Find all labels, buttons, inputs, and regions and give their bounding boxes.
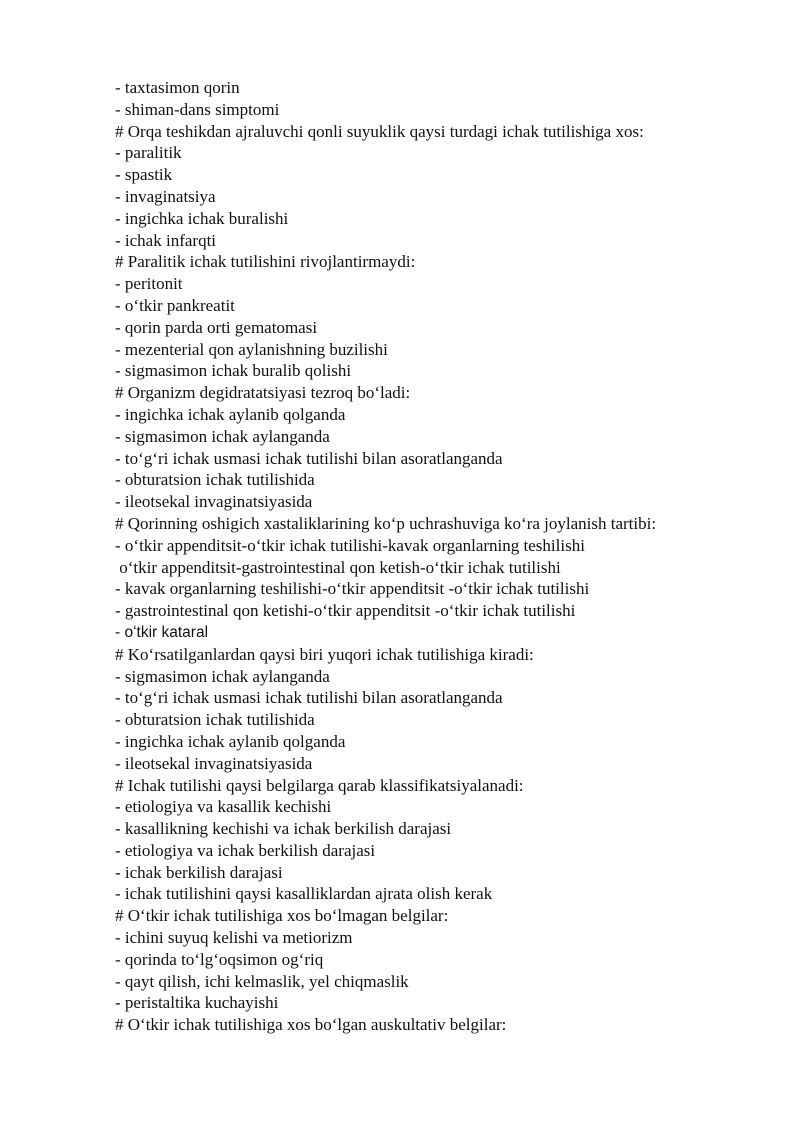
answer-option: - shiman-dans simptomi <box>115 99 280 119</box>
answer-option: - kavak organlarning teshilishi-o‘tkir appenditsit -o‘tkir ichak tutilishi <box>115 579 590 599</box>
question-line: # O‘tkir ichak tutilishiga xos bo‘lgan auskultativ belgilar: <box>115 1015 507 1035</box>
answer-option: - obturatsion ichak tutilishida <box>115 710 315 730</box>
answer-option: - etiologiya va ichak berkilish darajasi <box>115 840 376 860</box>
answer-option: - sigmasimon ichak buralib qolishi <box>115 361 352 381</box>
answer-option: - qorinda to‘lg‘oqsimon og‘riq <box>115 949 324 969</box>
answer-option: - qorin parda orti gematomasi <box>115 317 318 337</box>
answer-option: - ingichka ichak buralishi <box>115 208 289 228</box>
answer-option: - mezenterial qon aylanishning buzilishi <box>115 339 388 359</box>
answer-option: - qayt qilish, ichi kelmaslik, yel chiqmaslik <box>115 971 409 991</box>
answer-option: - peristaltika kuchayishi <box>115 993 279 1013</box>
question-line: # Organizm degidratatsiyasi tezroq bo‘ladi: <box>115 383 411 403</box>
answer-option: - oʻtkir kataral <box>115 623 209 641</box>
answer-option: - ichak tutilishini qaysi kasalliklardan ajrata olish kerak <box>115 884 493 904</box>
question-line: # Ichak tutilishi qaysi belgilarga qarab klassifikatsiyalanadi: <box>115 775 524 795</box>
answer-option: - gastrointestinal qon ketishi-o‘tkir appenditsit -o‘tkir ichak tutilishi <box>115 601 576 621</box>
answer-option: o‘tkir appenditsit-gastrointestinal qon ketish-o‘tkir ichak tutilishi <box>115 557 561 577</box>
answer-option: - kasallikning kechishi va ichak berkilish darajasi <box>115 819 452 839</box>
test-content <box>115 77 765 1036</box>
question-line: # Orqa teshikdan ajraluvchi qonli suyuklik qaysi turdagi ichak tutilishiga xos: <box>115 121 644 141</box>
answer-option: - o‘tkir appenditsit-o‘tkir ichak tutilishi-kavak organlarning teshilishi <box>115 535 585 555</box>
answer-option: - ileotsekal invaginatsiyasida <box>115 753 313 773</box>
answer-option: - etiologiya va kasallik kechishi <box>115 797 332 817</box>
answer-option: - peritonit <box>115 274 183 294</box>
answer-option: - ileotsekal invaginatsiyasida <box>115 492 313 512</box>
answer-option: - ingichka ichak aylanib qolganda <box>115 731 346 751</box>
answer-option: - to‘g‘ri ichak usmasi ichak tutilishi bilan asoratlanganda <box>115 688 503 708</box>
question-line: # Paralitik ichak tutilishini rivojlantirmaydi: <box>115 252 416 272</box>
answer-option: - ichini suyuq kelishi va metiorizm <box>115 928 353 948</box>
answer-option: - o‘tkir pankreatit <box>115 295 235 315</box>
answer-option: - spastik <box>115 165 173 185</box>
answer-option: - sigmasimon ichak aylanganda <box>115 666 330 686</box>
answer-option: - ichak infarqti <box>115 230 217 250</box>
answer-option: - taxtasimon qorin <box>115 78 240 97</box>
answer-option: - invaginatsiya <box>115 186 216 206</box>
answer-option: - to‘g‘ri ichak usmasi ichak tutilishi bilan asoratlanganda <box>115 448 503 468</box>
question-line: # Ko‘rsatilganlardan qaysi biri yuqori ichak tutilishiga kiradi: <box>115 644 534 664</box>
answer-option: - paralitik <box>115 143 182 163</box>
answer-option: - ingichka ichak aylanib qolganda <box>115 404 346 424</box>
answer-option: - obturatsion ichak tutilishida <box>115 470 315 490</box>
question-line: # Qorinning oshigich xastaliklarining ko‘p uchrashuviga ko‘ra joylanish tartibi: <box>115 513 657 533</box>
answer-option: - sigmasimon ichak aylanganda <box>115 426 330 446</box>
question-line: # O‘tkir ichak tutilishiga xos bo‘lmagan belgilar: <box>115 906 449 926</box>
answer-option: - ichak berkilish darajasi <box>115 862 283 882</box>
